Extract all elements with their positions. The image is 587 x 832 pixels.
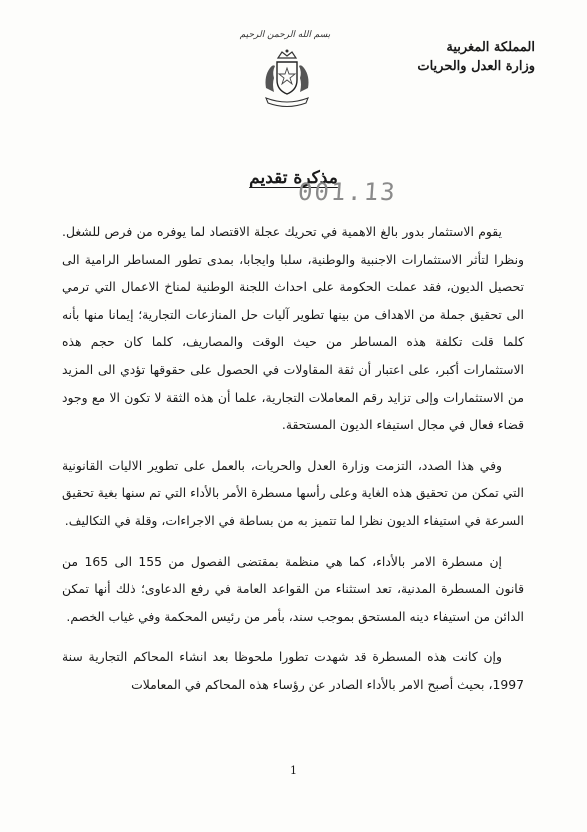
paragraph-payment-order-procedure: إن مسطرة الامر بالأداء، كما هي منظمة بمقتضى الفصول من 155 الى 165 من قانون المسطرة المدنية، تعد استثناء من القواعد العامة في رفع الدعاوى؛ ذلك أنها تمكن الدائن من استيفاء دينه المستحق بموجب سند، بأمر من رئيس المحكمة وفي غياب الخصم. xyxy=(62,553,524,624)
basmala-text: بسم الله الرحمن الرحيم xyxy=(239,30,331,40)
letterhead xyxy=(417,38,535,76)
registration-stamp-number: 001.13 xyxy=(297,178,398,206)
document-title xyxy=(0,168,587,188)
royal-coat-of-arms-icon xyxy=(258,48,316,110)
paragraph-ministry-commitment: وفي هذا الصدد، التزمت وزارة العدل والحريات، بالعمل على تطوير الاليات القانونية التي تمكن من تحقيق هذه الغاية وعلى رأسها مسطرة الأمر بالأداء التي تم سنها بغية تحقيق السرعة في استيفاء الديون نظرا لما تتميز به من بساطة في الاجراءات، وقلة في التكاليف. xyxy=(62,457,524,528)
paragraph-commercial-courts: وإن كانت هذه المسطرة قد شهدت تطورا ملحوظا بعد انشاء المحاكم التجارية سنة 1997، بحيث أصبح الامر بالأداء الصادر عن رؤساء هذه المحاكم في المعاملات xyxy=(62,649,524,692)
kingdom-name: المملكة المغربية xyxy=(446,40,535,55)
ministry-name: وزارة العدل والحريات xyxy=(417,59,535,74)
document-title-text: مذكرة تقديم xyxy=(249,168,338,188)
paragraph-investment: يقوم الاستثمار بدور بالغ الاهمية في تحريك عجلة الاقتصاد لما يوفره من فرص للشغل. ونظرا لتأثر الاستثمارات الاجنبية والوطنية، سلبا وايجابا، بمدى تطور المساطر الرامية الى تحصيل الديون، فقد عملت الحكومة على احداث اللجنة الوطنية لمناخ الاعمال التي ترمي الى تحقيق جملة من الاهداف من بينها تطوير آليات حل المنازعات التجارية؛ إيمانا منها بأنه كلما قلت تكلفة هذه المساطر من حيث الوقت والمصاريف، كلما كان حجم هذه الاستثمارات أكبر، على اعتبار أن ثقة المقاولات في الحصول على حقوقها تؤدي الى المزيد من الاستثمارات وإلى تزايد رقم المعاملات التجارية، علما أن هذه الثقة لا تكون الا مع وجود قضاء فعال في مجال استيفاء الديون المستحقة. xyxy=(62,224,524,433)
page-number: 1 xyxy=(290,764,297,777)
document-body xyxy=(62,218,524,712)
